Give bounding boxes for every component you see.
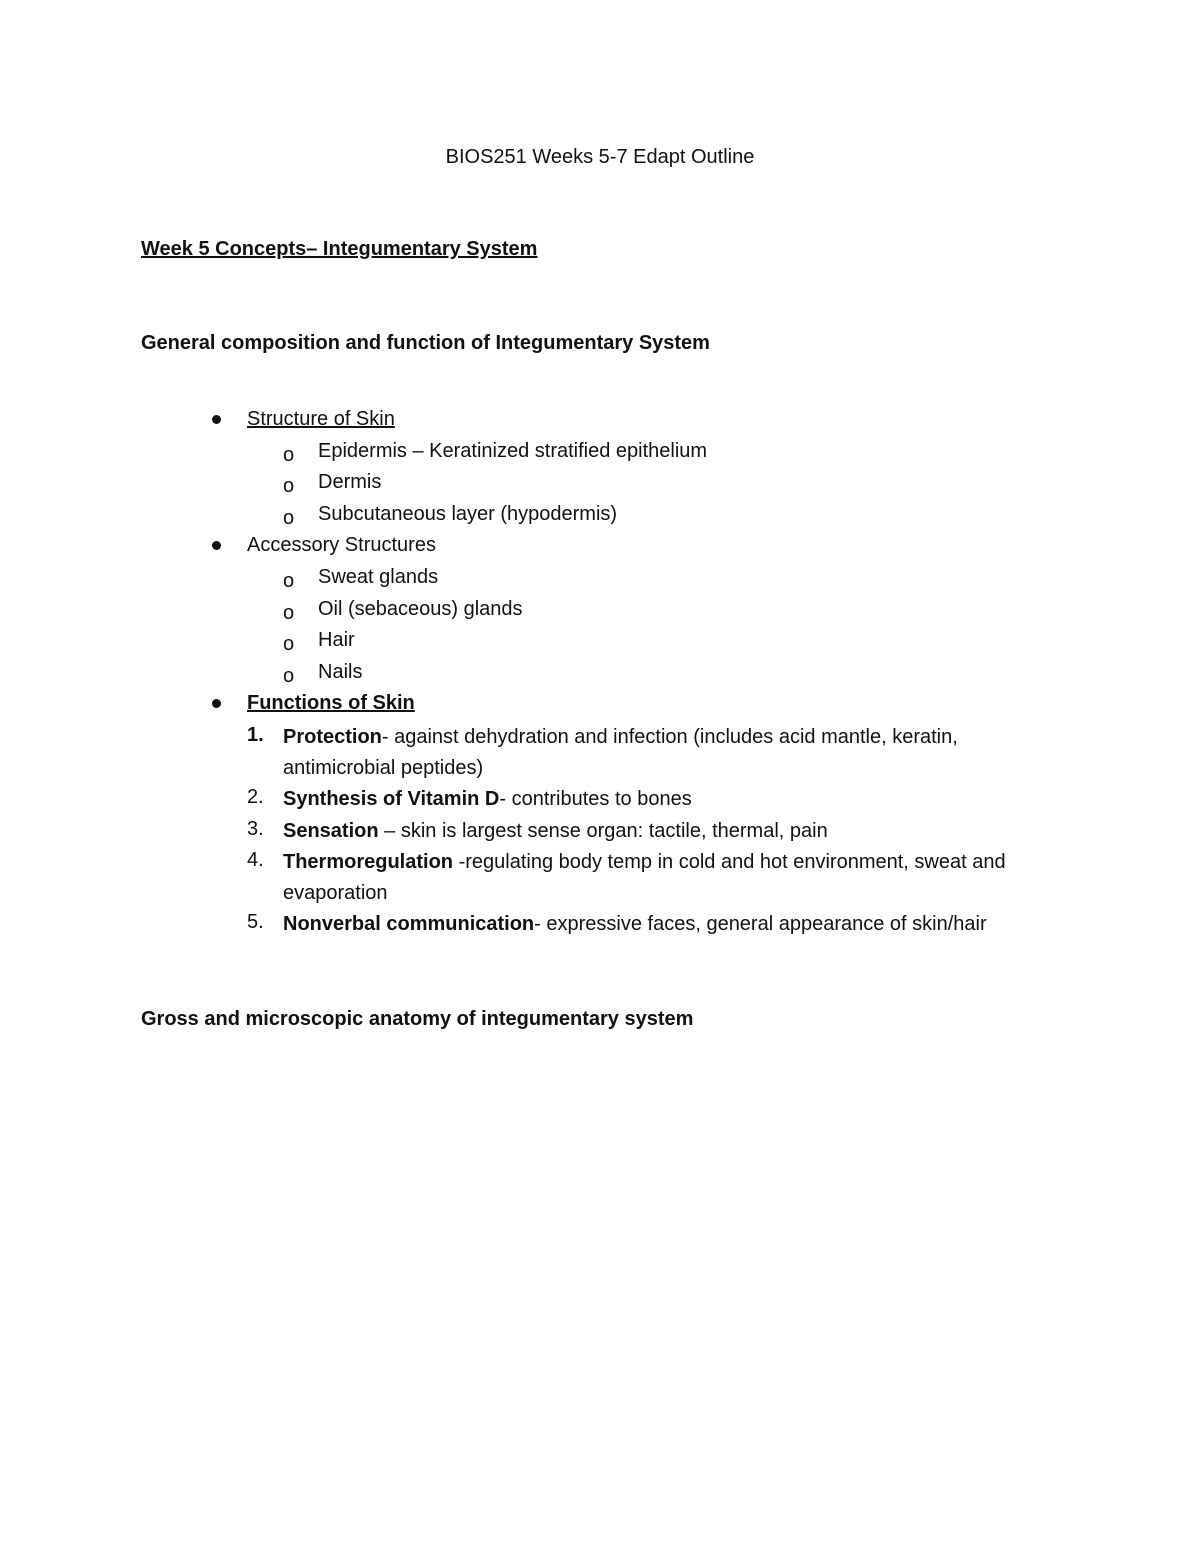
item-term: Protection — [283, 725, 382, 748]
item-number: 4. — [247, 849, 264, 872]
item-text — [283, 816, 1043, 847]
item-term: Thermoregulation — [283, 851, 454, 874]
sub-item-label: Nails — [318, 660, 363, 683]
numbered-item — [0, 722, 1200, 784]
item-text — [283, 722, 1043, 784]
sub-item — [0, 596, 1200, 628]
circle-bullet-icon: o — [283, 633, 295, 656]
item-term: Nonverbal communication — [283, 913, 535, 936]
item-number: 1. — [247, 723, 264, 746]
item-term: Sensation — [283, 819, 379, 842]
sub-item-label: Oil (sebaceous) glands — [318, 597, 523, 620]
bullet-item-functions — [0, 690, 1200, 722]
section-heading-anatomy: Gross and microscopic anatomy of integumentary system — [141, 1008, 694, 1030]
circle-bullet-icon: o — [283, 569, 295, 592]
item-term: Synthesis of Vitamin D — [283, 787, 500, 810]
item-number: 3. — [247, 817, 264, 840]
circle-bullet-icon: o — [283, 664, 295, 687]
item-text — [283, 847, 1043, 909]
circle-bullet-icon: o — [283, 601, 295, 624]
sub-item — [0, 627, 1200, 659]
numbered-item — [0, 784, 1200, 816]
circle-bullet-icon: o — [283, 475, 295, 498]
item-description: -regulating body temp in cold and hot environment, sweat and evaporation — [283, 851, 1006, 905]
item-text — [283, 909, 1043, 940]
outline-list — [0, 406, 1200, 941]
sub-item-label: Subcutaneous layer (hypodermis) — [318, 502, 618, 525]
circle-bullet-icon: o — [283, 443, 295, 466]
numbered-item — [0, 847, 1200, 909]
sub-item — [0, 659, 1200, 691]
sub-item — [0, 501, 1200, 533]
item-description: - contributes to bones — [499, 787, 692, 810]
sub-item — [0, 438, 1200, 470]
numbered-item — [0, 909, 1200, 941]
sub-item-label: Dermis — [318, 471, 382, 494]
sub-item-label: Hair — [318, 629, 355, 652]
bullet-item-accessory — [0, 532, 1200, 564]
item-number: 5. — [247, 911, 264, 934]
item-description: - expressive faces, general appearance of skin/hair — [534, 913, 987, 936]
week-heading: Week 5 Concepts– Integumentary System — [141, 238, 538, 260]
item-description: – skin is largest sense organ: tactile, thermal, pain — [378, 819, 828, 842]
numbered-item — [0, 816, 1200, 848]
bullet-icon — [212, 541, 221, 550]
sub-item — [0, 469, 1200, 501]
sub-item-label: Epidermis – Keratinized stratified epithelium — [318, 439, 708, 462]
bullet-icon — [212, 415, 221, 424]
bullet-icon — [212, 699, 221, 708]
bullet-label: Structure of Skin — [247, 408, 395, 430]
circle-bullet-icon: o — [283, 506, 295, 529]
sub-item — [0, 564, 1200, 596]
item-number: 2. — [247, 785, 264, 808]
item-description: - against dehydration and infection (includes acid mantle, keratin, antimicrobial peptides) — [283, 725, 958, 779]
document-title: BIOS251 Weeks 5-7 Edapt Outline — [445, 146, 755, 168]
bullet-label: Functions of Skin — [247, 692, 415, 715]
item-text — [283, 784, 1043, 815]
bullet-label: Accessory Structures — [247, 534, 436, 557]
sub-item-label: Sweat glands — [318, 565, 439, 588]
bullet-item-structure — [0, 406, 1200, 438]
section-heading-general: General composition and function of Integumentary System — [141, 332, 710, 354]
